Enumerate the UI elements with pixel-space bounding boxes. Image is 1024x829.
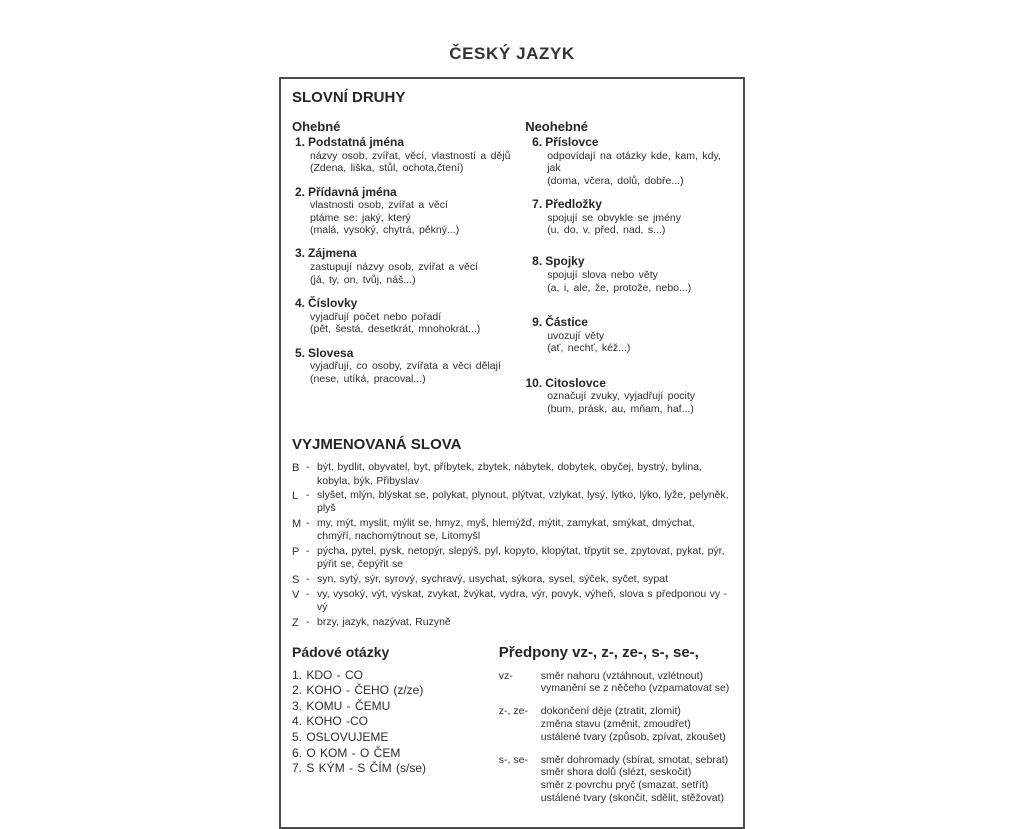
dash-separator: - [306, 615, 310, 628]
word-list-text: my, mýt, myslit, mýlit se, hmyz, myš, hlemýžď, mýtit, zamykat, smýkat, dmýchat, chmýří, nachomýtnout se, Litomyšl [317, 516, 695, 543]
prefix-desc-line: směr dohromady (sbírat, smotat, sebrat) [540, 753, 729, 766]
pos-item-desc-line: (u, do, v, před, nad, s...) [547, 224, 666, 237]
prefix-group-s-se [499, 754, 732, 805]
pos-item-number: 7. [532, 196, 543, 211]
parts-of-speech-columns [292, 119, 732, 426]
word-letter: P [292, 545, 300, 558]
pos-item-pridavna-jmena [292, 186, 525, 237]
prefix-lines [541, 705, 732, 743]
section-predpony [499, 644, 732, 815]
word-list-text: být, bydlit, obyvatel, byt, příbytek, zbytek, nábytek, dobytek, obyčej, bystrý, bylina, kobyla, býk, Přibyslav [317, 461, 702, 487]
content-sheet [279, 77, 745, 829]
section-padove-otazky [292, 644, 499, 815]
pos-item-zajmena [292, 247, 525, 286]
pos-item-title [525, 198, 732, 212]
pos-item-number: 10. [525, 375, 543, 390]
pos-item-title [292, 297, 525, 311]
pos-item-desc-line: (pět, šestá, desetkrát, mnohokrát...) [310, 323, 481, 336]
pos-item-title [525, 316, 732, 330]
prefix-label: z-, ze- [498, 705, 528, 718]
pos-item-desc-line: názvy osob, zvířat, věcí, vlastností a dějů [310, 149, 511, 162]
predpony-heading: Předpony vz-, z-, ze-, s-, se-, [498, 643, 699, 661]
prefix-desc-line: dokončení děje (ztratit, zlomit) [540, 705, 681, 718]
pos-item-name: Přídavná jména [308, 184, 397, 199]
pos-item-number: 6. [532, 135, 543, 149]
prefix-group-z-ze [499, 705, 732, 743]
dash-separator: - [306, 544, 310, 557]
pos-item-desc-line: (ať, nechť, kéž...) [547, 342, 631, 355]
pos-item-number: 8. [532, 254, 543, 269]
pos-item-castice [525, 316, 732, 355]
word-list-text: pýcha, pytel, pysk, netopýr, slepýš, pyl, kopyto, klopýtat, třpytit se, zpytovat, pykat, pýr, pýřit se, čepýřit se [317, 544, 725, 571]
word-letter: L [292, 489, 299, 502]
word-row-p [292, 545, 732, 572]
word-letter: B [292, 462, 300, 475]
prefix-desc-line: ustálené tvary (způsob, zpívat, zkoušet) [540, 730, 726, 743]
pos-item-name: Spojky [545, 254, 585, 269]
vyjmenovana-slova-heading: VYJMENOVANÁ SLOVA [292, 436, 462, 454]
pos-item-title [292, 186, 525, 200]
pos-item-desc-line: označují zvuky, vyjadřují pocity [547, 390, 696, 403]
padove-otazky-heading: Pádové otázky [292, 643, 390, 660]
pos-item-desc-line: (malá, vysoký, chytrá, pěkný...) [310, 224, 460, 237]
pos-item-title [525, 255, 732, 269]
vyjmenovana-slova-list [292, 461, 732, 630]
prefix-label: s-, se- [498, 753, 528, 766]
prefix-desc-line: směr nahoru (vztáhnout, vzlétnout) [540, 669, 704, 682]
pos-item-name: Příslovce [545, 135, 599, 149]
word-row-l [292, 489, 732, 516]
pos-item-desc-line: (já, ty, on, tvůj, náš...) [310, 273, 416, 286]
word-list-text: syn, sytý, sýr, syrový, sychravý, usychat, sýkora, sysel, sýček, syčet, sypat [317, 572, 669, 585]
word-row-m [292, 517, 732, 544]
pos-item-title [292, 247, 525, 261]
pos-item-citoslovce [525, 377, 732, 416]
bottom-columns [292, 644, 732, 815]
prefix-desc-line: změna stavu (změnit, zmoudřet) [540, 718, 691, 731]
pos-item-number: 2. [294, 184, 305, 199]
case-question: 2. KOHO - ČEHO (z/ze) [292, 683, 424, 698]
neohebne-heading: Neohebné [525, 119, 589, 134]
word-row-b [292, 461, 732, 488]
pos-item-title [525, 377, 732, 391]
dash-separator: - [306, 461, 310, 474]
prefix-lines [541, 754, 732, 805]
pos-item-desc-line: spojují se obvykle se jmény [547, 211, 681, 224]
pos-item-title [525, 136, 732, 150]
pos-item-name: Podstatná jména [308, 135, 405, 149]
prefix-label: vz- [498, 669, 513, 682]
pos-item-number: 4. [294, 296, 305, 311]
case-question: 1. KDO - CO [292, 667, 364, 682]
case-question: 3. KOMU - ČEMU [292, 698, 391, 713]
pos-item-title [292, 136, 525, 150]
prefix-desc-line: směr shora dolů (slézt, seskočit) [540, 766, 692, 779]
pos-item-podstatna-jmena [292, 136, 525, 175]
dash-separator: - [306, 572, 310, 585]
word-letter: V [292, 588, 300, 601]
word-list-text: slyšet, mlýn, blýskat se, polykat, plynout, plýtvat, vzlykat, lysý, lýtko, lýko, lyže, pelyněk, plyš [317, 488, 729, 515]
pos-item-prislovce [525, 136, 732, 187]
pos-item-desc-line: vyjadřují, co osoby, zvířata a věci dělají [310, 360, 501, 373]
pos-item-desc-line: uvozují věty [547, 329, 605, 342]
pos-item-number: 9. [532, 315, 543, 330]
word-row-s [292, 573, 732, 587]
pos-item-name: Slovesa [308, 345, 354, 360]
word-list-text: vy, vysoký, výt, výskat, zvykat, žvýkat, vydra, výr, povyk, výheň, slova s předponou vy - vý [317, 587, 728, 614]
pos-item-predlozky [525, 198, 732, 237]
case-question: 6. O KOM - O ČEM [292, 745, 401, 760]
pos-item-desc-line: (doma, včera, dolů, dobře...) [547, 174, 684, 187]
dash-separator: - [306, 587, 310, 600]
pos-item-number: 5. [294, 345, 305, 360]
pos-item-spojky [525, 255, 732, 294]
pos-item-desc-line: zastupují názvy osob, zvířat a věcí [310, 261, 478, 274]
case-question: 4. KOHO -CO [292, 714, 369, 729]
pos-item-desc-line: vyjadřují počet nebo pořadí [310, 310, 442, 323]
word-list-text: brzy, jazyk, nazývat, Ruzyně [317, 615, 451, 628]
pos-item-name: Částice [545, 315, 588, 330]
pos-item-slovesa [292, 347, 525, 386]
pos-item-desc-line: ptáme se: jaký, který [310, 211, 411, 224]
pos-item-desc-line: (nese, utíká, pracoval...) [310, 372, 426, 385]
pos-item-number: 3. [294, 246, 305, 261]
pos-item-title [292, 347, 525, 361]
pos-item-desc-line: vlastnosti osob, zvířat a věcí [310, 199, 448, 212]
pos-item-number: 1. [294, 135, 305, 149]
pos-item-name: Předložky [545, 196, 602, 211]
pos-item-name: Číslovky [308, 296, 358, 311]
page-title: ČESKÝ JAZYK [449, 44, 575, 63]
column-neohebne [525, 119, 732, 426]
prefix-desc-line: vymanění se z něčeho (vzpamatovat se) [540, 682, 730, 695]
prefix-group-vz [499, 670, 732, 696]
word-row-z [292, 616, 732, 630]
ohebne-heading: Ohebné [292, 119, 341, 134]
word-letter: Z [292, 616, 299, 629]
word-letter: M [292, 517, 302, 530]
word-row-v [292, 588, 732, 615]
case-question: 5. OSLOVUJEME [292, 730, 389, 745]
pos-item-desc-line: spojují slova nebo věty [547, 269, 658, 282]
prefix-lines [541, 670, 732, 696]
pos-item-name: Citoslovce [545, 375, 606, 390]
slovni-druhy-heading: SLOVNÍ DRUHY [292, 89, 406, 106]
prefix-desc-line: ustálené tvary (skončit, sdělit, stěžovat) [540, 792, 725, 805]
pos-item-desc-line: (bum, prásk, au, mňam, haf...) [547, 402, 694, 415]
word-letter: S [292, 573, 300, 586]
pos-item-desc-line: (Zdena, liška, stůl, ochota,čtení) [310, 162, 464, 175]
prefix-desc-line: směr z povrchu pryč (smazat, setřít) [540, 779, 709, 792]
case-question: 7. S KÝM - S ČÍM (s/se) [292, 761, 427, 776]
pos-item-desc-line: (a, i, ale, že, protože, nebo...) [547, 281, 692, 294]
pos-item-desc-line: odpovídají na otázky kde, kam, kdy, jak [547, 149, 721, 175]
dash-separator: - [306, 516, 310, 529]
pos-item-name: Zájmena [308, 246, 357, 261]
dash-separator: - [306, 488, 310, 501]
column-ohebne [292, 119, 525, 426]
pos-item-cislovky [292, 297, 525, 336]
